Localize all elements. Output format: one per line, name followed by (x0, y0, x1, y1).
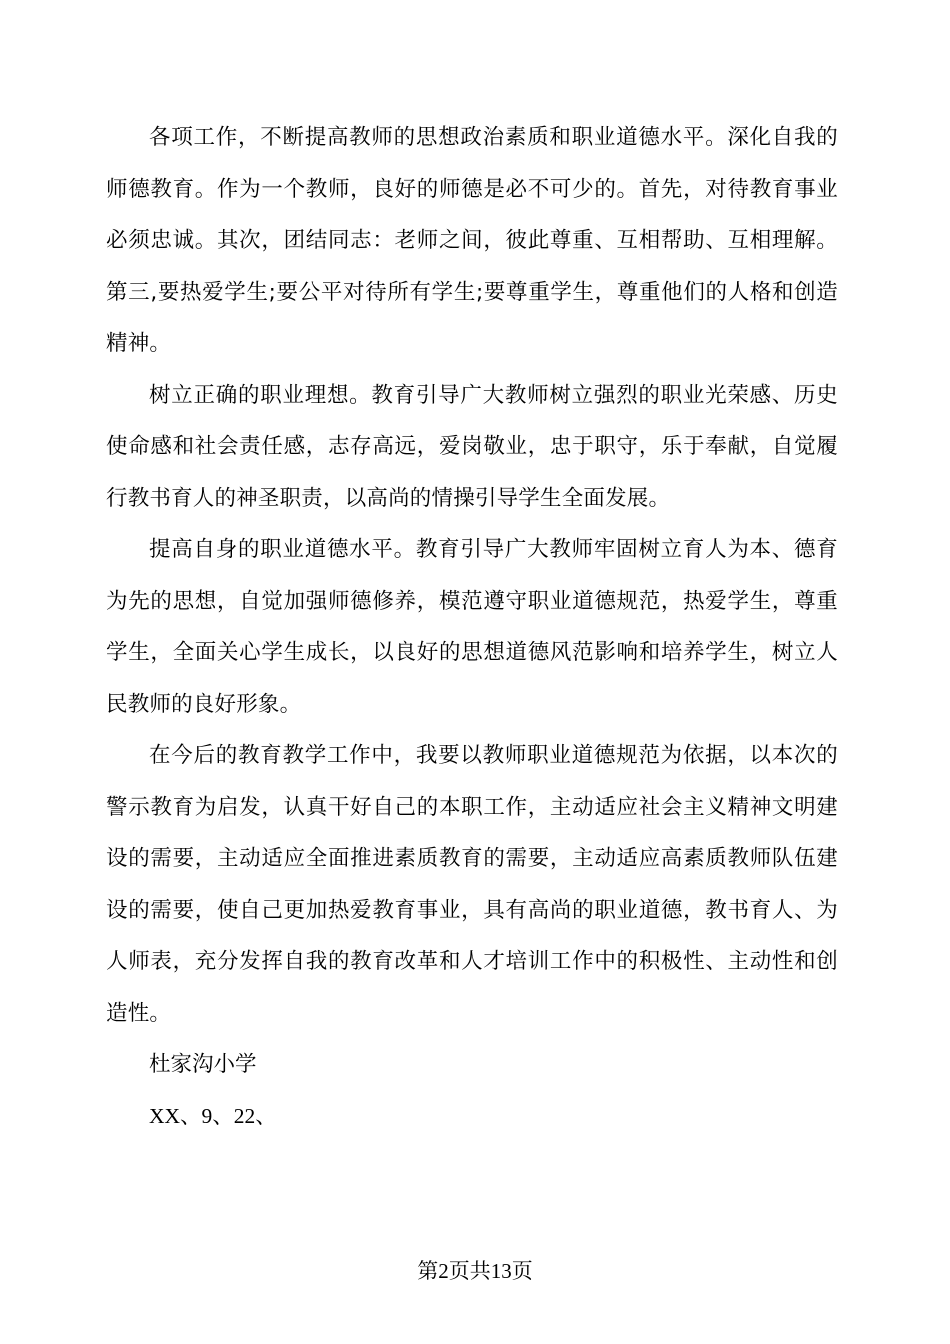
paragraph-1: 各项工作，不断提高教师的思想政治素质和职业道德水平。深化自我的师德教育。作为一个教师，良好的师德是必不可少的。首先，对待教育事业必须忠诚。其次，团结同志：老师之间，彼此尊重、互相帮助、互相理解。第三,要热爱学生;要公平对待所有学生;要尊重学生，尊重他们的人格和创造精神。 (106, 125, 838, 356)
signature-date: XX、9、22、 (149, 1103, 277, 1128)
document-body (106, 112, 838, 1142)
paragraph-4: 在今后的教育教学工作中，我要以教师职业道德规范为依据，以本次的警示教育为启发，认真干好自己的本职工作，主动适应社会主义精神文明建设的需要，主动适应全面推进素质教育的需要，主动适应高素质教师队伍建设的需要，使自己更加热爱教育事业，具有高尚的职业道德，教书育人、为人师表，充分发挥自我的教育改革和人才培训工作中的积极性、主动性和创造性。 (106, 743, 838, 1026)
paragraph-3: 提高自身的职业道德水平。教育引导广大教师牢固树立育人为本、德育为先的思想，自觉加强师德修养，模范遵守职业道德规范，热爱学生，尊重学生，全面关心学生成长，以良好的思想道德风范影响和培养学生，树立人民教师的良好形象。 (106, 537, 838, 717)
page-number-footer: 第2页共13页 (417, 1259, 533, 1283)
paragraph-2: 树立正确的职业理想。教育引导广大教师树立强烈的职业光荣感、历史使命感和社会责任感，志存高远，爱岗敬业，忠于职守，乐于奉献，自觉履行教书育人的神圣职责，以高尚的情操引导学生全面发展。 (106, 382, 838, 511)
signature-school: 杜家沟小学 (149, 1052, 257, 1077)
